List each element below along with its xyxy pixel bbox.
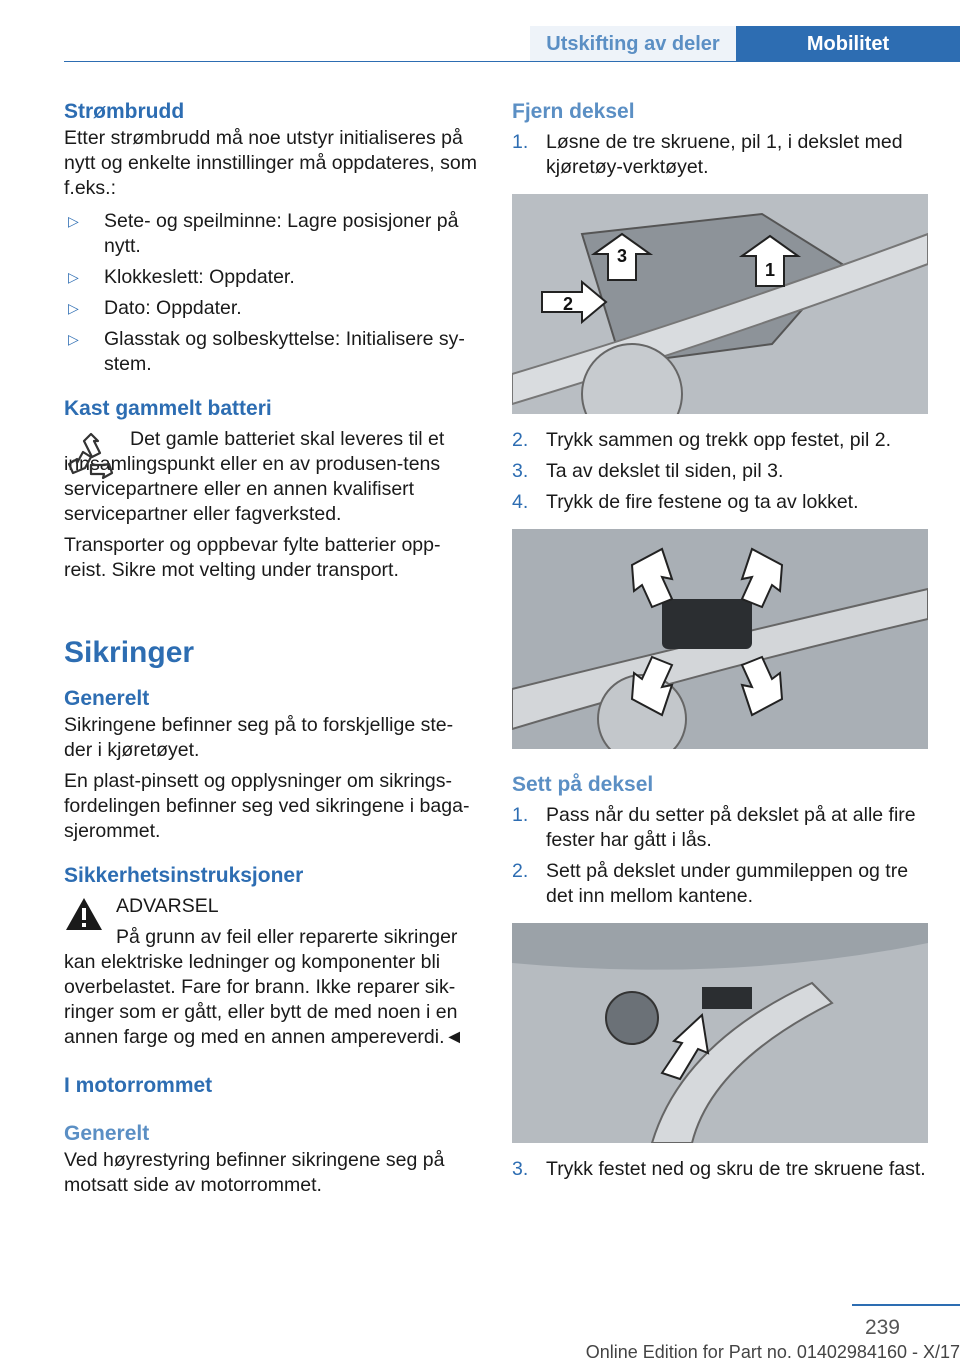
warning-box xyxy=(64,894,478,1050)
recycle-note xyxy=(64,427,478,527)
list-item: 1. Pass når du setter på dekslet på at alle fire fester har gått i lås. xyxy=(512,804,916,851)
engine-cover-photo-3 xyxy=(512,923,928,1143)
engine-cover-illustration-3 xyxy=(512,923,928,1143)
fjern-steps-b xyxy=(512,428,928,515)
generelt-heading: Generelt xyxy=(64,687,150,710)
list-item: 2. Sett på dekslet under gummileppen og tre det inn mellom kantene. xyxy=(512,860,909,907)
sikringer-heading: Sikringer xyxy=(64,636,195,669)
warning-triangle-icon xyxy=(64,896,104,939)
triangle-bullet-icon: ▷ xyxy=(68,269,79,285)
page-number: 239 xyxy=(864,1316,900,1339)
footer-divider xyxy=(852,1304,960,1306)
header-section-tab: Utskifting av deler xyxy=(530,26,736,62)
warning-label: ADVARSEL xyxy=(116,895,219,917)
list-item: 2. Trykk sammen og trekk opp festet, pil 2. xyxy=(512,429,891,451)
fjern-steps-a xyxy=(512,130,928,180)
left-column xyxy=(64,98,478,1198)
list-item: 4. Trykk de fire festene og ta av lokket. xyxy=(512,491,859,513)
header-chapter-tab: Mobilitet xyxy=(736,26,960,62)
list-item: 3. Ta av dekslet til siden, pil 3. xyxy=(512,460,784,482)
list-item: ▷ Klokkeslett: Oppdater. xyxy=(64,265,478,290)
sett-steps-b xyxy=(512,1157,928,1182)
triangle-bullet-icon: ▷ xyxy=(68,331,79,347)
warning-text: På grunn av feil eller reparerte sikringer kan elektriske ledninger og komponenter bli overbelastet. Fare for brann. Ikke reparer sik-ringer som er gått, eller bytt de med noen i en annen farge og med en annen ampereverdi.◄ xyxy=(64,926,464,1048)
engine-cover-illustration-2 xyxy=(512,529,928,749)
engine-cover-illustration-1 xyxy=(512,194,928,414)
right-column xyxy=(512,98,928,1188)
strombrudd-text: Etter strømbrudd må noe utstyr initialiseres på nytt og enkelte innstillinger må oppdateres, som f.eks.: xyxy=(64,127,477,199)
motorrom-text: Ved høyrestyring befinner sikringene seg på motsatt side av motorrommet. xyxy=(64,1149,445,1196)
arrow-label-1: 1 xyxy=(764,260,776,280)
list-item: ▷ Sete- og speilminne: Lagre posisjoner på nytt. xyxy=(64,209,478,259)
engine-cover-photo-2 xyxy=(512,529,928,749)
edition-text: Online Edition for Part no. 01402984160 - X/17 xyxy=(585,1342,960,1362)
generelt-text1: Sikringene befinner seg på to forskjellige ste-der i kjøretøyet. xyxy=(64,714,454,761)
list-item: 1. Løsne de tre skruene, pil 1, i dekslet med kjøretøy-verktøyet. xyxy=(512,131,903,178)
generelt-text2: En plast-pinsett og opplysninger om sikrings-fordelingen befinner seg ved sikringene i baga-sjerommet. xyxy=(64,770,470,842)
engine-cover-photo-1 xyxy=(512,194,928,414)
recycle-icon xyxy=(64,431,118,492)
header-divider xyxy=(64,61,960,62)
strombrudd-heading: Strømbrudd xyxy=(64,100,185,123)
sett-steps-a xyxy=(512,803,928,909)
arrow-label-3: 3 xyxy=(616,246,628,266)
motorrom-heading: I motorrommet xyxy=(64,1074,213,1097)
list-item: ▷ Dato: Oppdater. xyxy=(64,296,478,321)
kast-text2: Transporter og oppbevar fylte batterier opp-reist. Sikre mot velting under transport. xyxy=(64,534,441,581)
fjern-deksel-heading: Fjern deksel xyxy=(512,100,635,123)
arrow-label-2: 2 xyxy=(562,294,574,314)
sikkerhet-heading: Sikkerhetsinstruksjoner xyxy=(64,864,304,887)
list-item: ▷ Glasstak og solbeskyttelse: Initialisere sy-stem. xyxy=(64,327,478,377)
strombrudd-list xyxy=(64,209,478,377)
sett-deksel-heading: Sett på deksel xyxy=(512,773,654,796)
triangle-bullet-icon: ▷ xyxy=(68,213,79,229)
kast-batteri-heading: Kast gammelt batteri xyxy=(64,397,272,420)
kast-text1: Det gamle batteriet skal leveres til et innsamlingspunkt eller en av produsen-tens servicepartnere eller en annen kvalifisert servicepartner eller fagverksted. xyxy=(64,428,445,525)
list-item: 3. Trykk festet ned og skru de tre skruene fast. xyxy=(512,1158,926,1180)
motorrom-generelt-heading: Generelt xyxy=(64,1122,150,1145)
triangle-bullet-icon: ▷ xyxy=(68,300,79,316)
